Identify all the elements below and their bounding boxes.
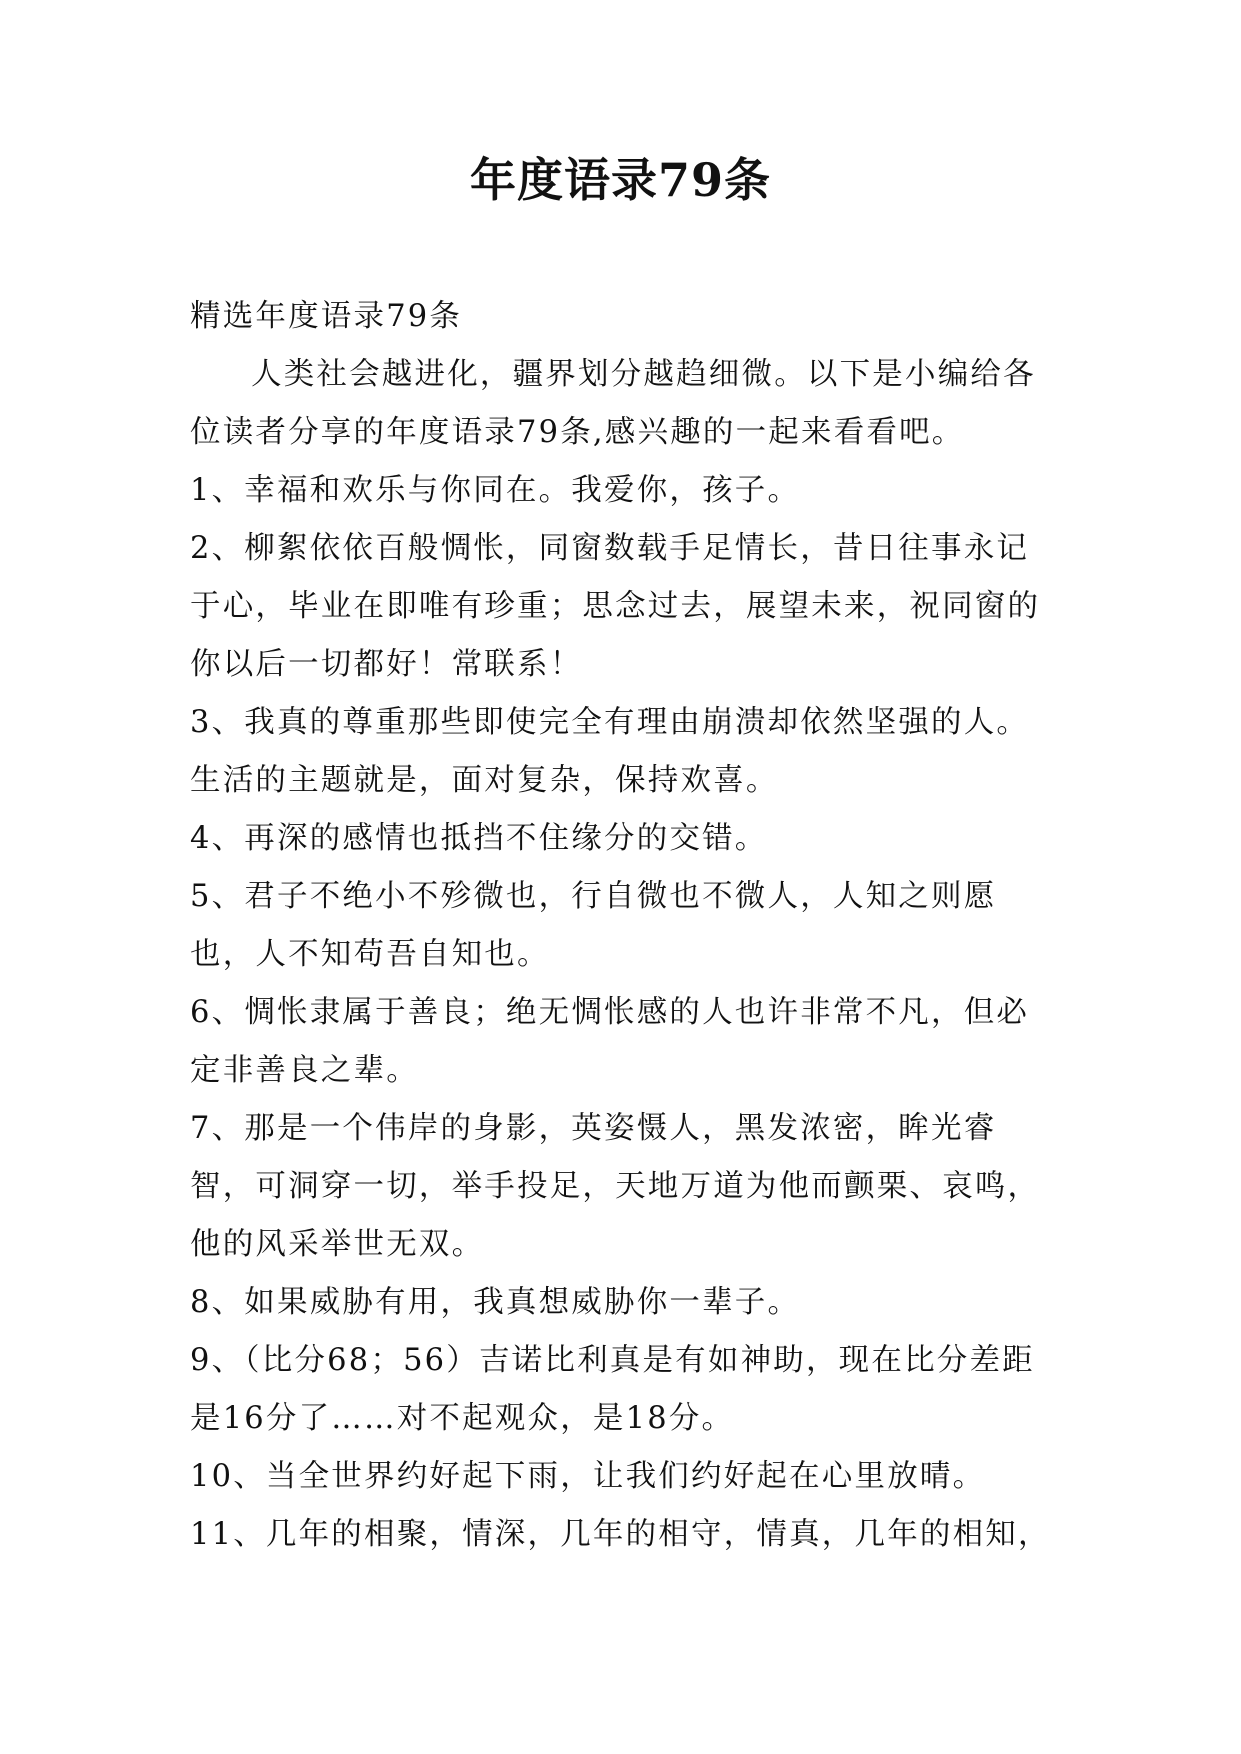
- document-body: [190, 288, 1060, 1564]
- subtitle-line: 精选年度语录79条: [190, 299, 463, 334]
- quote-item: 2、柳絮依依百般惆怅，同窗数载手足情长，昔日往事永记于心，毕业在即唯有珍重；思念过去，展望未来，祝同窗的你以后一切都好！常联系！: [190, 531, 1041, 682]
- quote-item: 5、君子不绝小不殄微也，行自微也不微人，人知之则愿也，人不知苟吾自知也。: [190, 879, 997, 972]
- document-title: 年度语录79条: [469, 153, 771, 207]
- quote-item: 6、惆怅隶属于善良；绝无惆怅感的人也许非常不凡，但必定非善良之辈。: [190, 995, 1030, 1088]
- quote-item: 9、（比分68；56）吉诺比利真是有如神助，现在比分差距是16分了……对不起观众，是18分。: [190, 1343, 1035, 1436]
- intro-paragraph: 人类社会越进化，疆界划分越趋细微。以下是小编给各位读者分享的年度语录79条,感兴趣的一起来看看吧。: [190, 357, 1036, 450]
- quote-item: 8、如果威胁有用，我真想威胁你一辈子。: [190, 1285, 801, 1320]
- quote-item: 10、当全世界约好起下雨，让我们约好起在心里放晴。: [190, 1459, 986, 1494]
- quote-item: 11、几年的相聚，情深，几年的相守，情真，几年的相知，: [190, 1517, 1051, 1552]
- quote-item: 1、幸福和欢乐与你同在。我爱你，孩子。: [190, 473, 801, 508]
- quote-item: 7、那是一个伟岸的身影，英姿慑人，黑发浓密，眸光睿智，可洞穿一切，举手投足，天地万道为他而颤栗、哀鸣，他的风采举世无双。: [190, 1111, 1041, 1262]
- quote-item: 4、再深的感情也抵挡不住缘分的交错。: [190, 821, 768, 856]
- quote-item: 3、我真的尊重那些即使完全有理由崩溃却依然坚强的人。生活的主题就是，面对复杂，保持欢喜。: [190, 705, 1030, 798]
